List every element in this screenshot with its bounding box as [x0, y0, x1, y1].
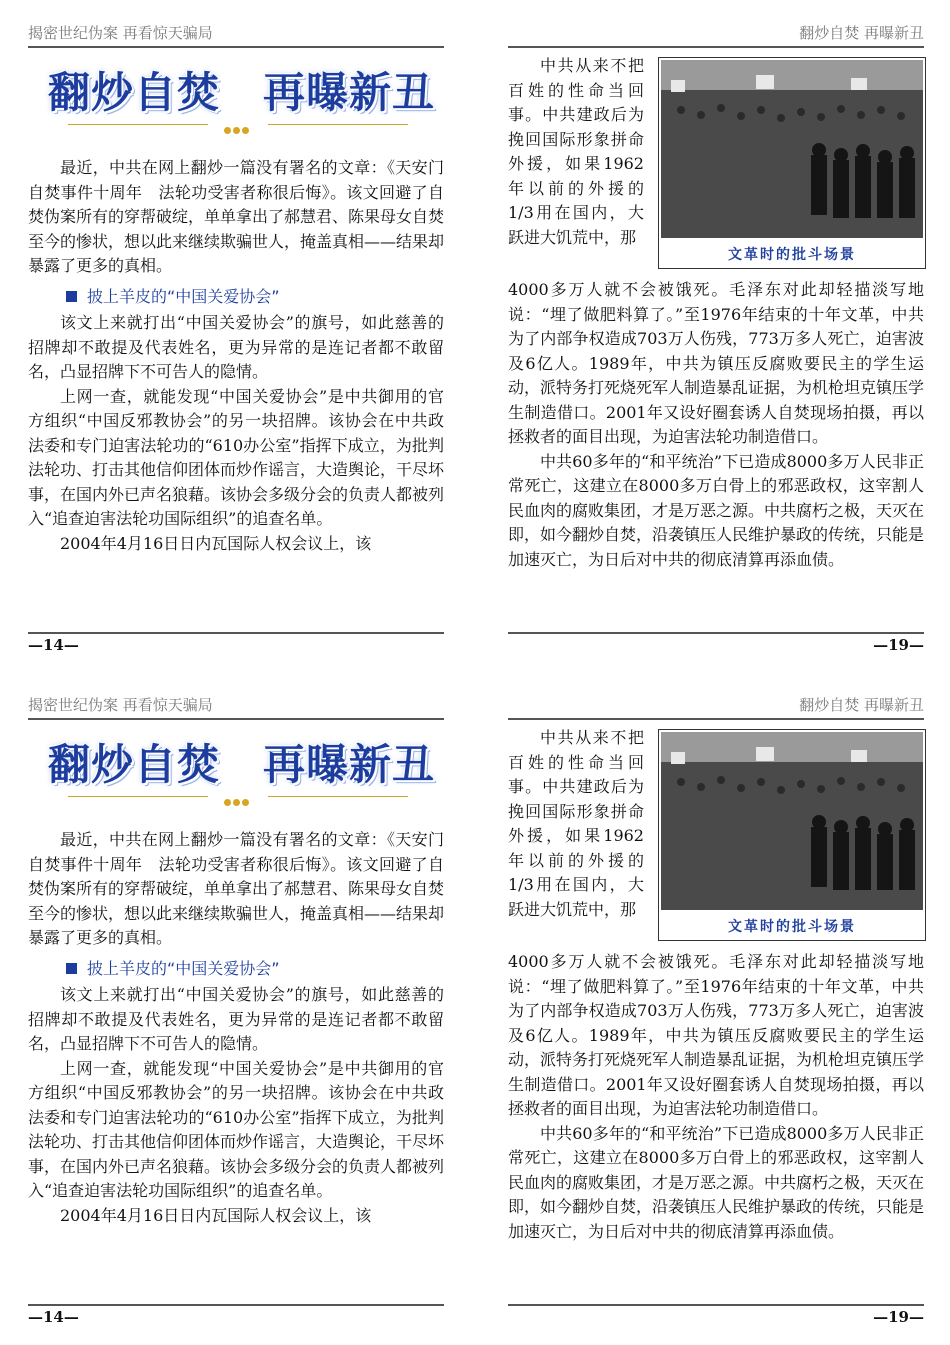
- intro-paragraph: 最近，中共在网上翻炒一篇没有署名的文章：《天安门自焚事件十周年 法轮功受害者称很后悔》。该文回避了自焚伪案所有的穿帮破绽，单单拿出了郝慧君、陈果母女自焚至今的惨状，想以此来继续欺骗世人，掩盖真相——结果却暴露了更多的真相。: [28, 830, 445, 947]
- page-number-right: —19—: [873, 636, 924, 654]
- article-title: 翻炒自焚 再曝新丑: [48, 740, 436, 789]
- body-paragraph: 该文上来就打出“中国关爱协会”的旗号，如此慈善的招牌却不敢提及代表姓名，更为异常的是连记者都不敢留名，凸显招牌下不可告人的隐情。: [28, 313, 444, 381]
- section-heading: [28, 957, 444, 982]
- spread-bottom: [0, 672, 950, 1344]
- left-body: [28, 828, 444, 1228]
- intro-paragraph: 最近，中共在网上翻炒一篇没有署名的文章：《天安门自焚事件十周年 法轮功受害者称很后悔》。该文回避了自焚伪案所有的穿帮破绽，单单拿出了郝慧君、陈果母女自焚至今的惨状，想以此来继续欺骗世人，掩盖真相——结果却暴露了更多的真相。: [28, 158, 445, 275]
- running-head-right: 翻炒自焚 再曝新丑: [508, 22, 924, 48]
- ornament-dots-icon: [223, 120, 253, 130]
- photo-figure: [658, 57, 926, 269]
- running-head-left: 揭密世纪伪案 再看惊天骗局: [28, 694, 444, 720]
- article-banner: [48, 60, 436, 120]
- spread-top: [0, 0, 950, 672]
- closing-paragraph: 中共60多年的“和平统治”下已造成8000多万人民非正常死亡，这建立在8000多万白骨上的邪恶政权，这宰割人民血肉的腐败集团，才是万恶之源。中共腐朽之极，天灭在即，如今翻炒自焚，沿袭镇压人民维护暴政的传统，只能是加速灭亡，为日后对中共的彻底清算再添血债。: [508, 451, 925, 569]
- page-19: [508, 672, 924, 1344]
- struggle-session-photo: [661, 60, 923, 238]
- narrow-column-text: 中共从来不把百姓的性命当回事。中共建政后为挽回国际形象拼命外援，如果1962年以前的外援的1/3用在国内，大跃进大饥荒中，那: [508, 728, 644, 919]
- continuation-paragraph: 4000多万人就不会被饿死。毛泽东对此却轻描淡写地说：“埋了做肥料算了。”至1976年结束的十年文革，中共为了内部争权造成703万人伤残，773万多人死亡，迫害波及6亿人。1989年，中共为镇压反腐败要民主的学生运动，派特务打死烧死军人制造暴乱证据，为机枪坦克镇压学生制造借口。2001年又设好圈套诱人自焚现场拍摄，再以拯救者的面目出现，为迫害法轮功制造借口。: [508, 952, 925, 1118]
- left-body: [28, 156, 444, 556]
- body-paragraph: 上网一查，就能发现“中国关爱协会”是中共御用的官方组织“中国反邪教协会”的另一块招牌。该协会在中共政法委和专门迫害法轮功的“610办公室”指挥下成立，为批判法轮功、打击其他信仰团体而炒作谣言，大造舆论，干尽坏事，在国内外已声名狼藉。该协会多级分会的负责人都被列入“追查迫害法轮功国际组织”的追查名单。: [28, 1058, 445, 1200]
- photo-figure: [658, 729, 926, 941]
- section-heading: [28, 285, 444, 310]
- photo-caption: 文革时的批斗场景: [728, 919, 856, 935]
- section-heading-text: 披上羊皮的“中国关爱协会”: [87, 958, 280, 978]
- ornament-line-right: [268, 124, 408, 125]
- continuation-paragraph: 4000多万人就不会被饿死。毛泽东对此却轻描淡写地说：“埋了做肥料算了。”至1976年结束的十年文革，中共为了内部争权造成703万人伤残，773万多人死亡，迫害波及6亿人。1989年，中共为镇压反腐败要民主的学生运动，派特务打死烧死军人制造暴乱证据，为机枪坦克镇压学生制造借口。2001年又设好圈套诱人自焚现场拍摄，再以拯救者的面目出现，为迫害法轮功制造借口。: [508, 280, 925, 446]
- narrow-column: [508, 54, 644, 250]
- running-head-left: 揭密世纪伪案 再看惊天骗局: [28, 22, 444, 48]
- struggle-session-photo: [661, 732, 923, 910]
- page-14: [28, 0, 444, 672]
- section-heading-text: 披上羊皮的“中国关爱协会”: [87, 286, 280, 306]
- page-14: [28, 672, 444, 1344]
- title-ornament: [68, 792, 408, 802]
- ornament-line-left: [68, 124, 208, 125]
- crowd-photo-icon: [661, 60, 923, 238]
- article-title: 翻炒自焚 再曝新丑: [48, 68, 436, 117]
- narrow-column: [508, 726, 644, 922]
- page-number-right: —19—: [873, 1308, 924, 1326]
- ornament-line-left: [68, 796, 208, 797]
- body-paragraph: 该文上来就打出“中国关爱协会”的旗号，如此慈善的招牌却不敢提及代表姓名，更为异常的是连记者都不敢留名，凸显招牌下不可告人的隐情。: [28, 985, 444, 1053]
- running-head-right: 翻炒自焚 再曝新丑: [508, 694, 924, 720]
- crowd-photo-icon: [661, 732, 923, 910]
- bottom-rule-right: [508, 1304, 924, 1306]
- square-bullet-icon: [66, 291, 77, 302]
- article-banner: [48, 732, 436, 792]
- page-number-left: —14—: [28, 1308, 79, 1326]
- square-bullet-icon: [66, 963, 77, 974]
- right-body: [508, 278, 924, 572]
- bottom-rule-left: [28, 632, 444, 634]
- ornament-line-right: [268, 796, 408, 797]
- body-paragraph: 2004年4月16日日内瓦国际人权会议上，该: [60, 533, 372, 553]
- ornament-dots-icon: [223, 792, 253, 802]
- page-19: [508, 0, 924, 672]
- body-paragraph: 2004年4月16日日内瓦国际人权会议上，该: [60, 1205, 372, 1225]
- right-body: [508, 950, 924, 1244]
- bottom-rule-left: [28, 1304, 444, 1306]
- title-ornament: [68, 120, 408, 130]
- photo-caption: 文革时的批斗场景: [728, 247, 856, 263]
- page-number-left: —14—: [28, 636, 79, 654]
- bottom-rule-right: [508, 632, 924, 634]
- narrow-column-text: 中共从来不把百姓的性命当回事。中共建政后为挽回国际形象拼命外援，如果1962年以前的外援的1/3用在国内，大跃进大饥荒中，那: [508, 56, 644, 247]
- closing-paragraph: 中共60多年的“和平统治”下已造成8000多万人民非正常死亡，这建立在8000多万白骨上的邪恶政权，这宰割人民血肉的腐败集团，才是万恶之源。中共腐朽之极，天灭在即，如今翻炒自焚，沿袭镇压人民维护暴政的传统，只能是加速灭亡，为日后对中共的彻底清算再添血债。: [508, 1123, 925, 1241]
- body-paragraph: 上网一查，就能发现“中国关爱协会”是中共御用的官方组织“中国反邪教协会”的另一块招牌。该协会在中共政法委和专门迫害法轮功的“610办公室”指挥下成立，为批判法轮功、打击其他信仰团体而炒作谣言，大造舆论，干尽坏事，在国内外已声名狼藉。该协会多级分会的负责人都被列入“追查迫害法轮功国际组织”的追查名单。: [28, 386, 445, 528]
